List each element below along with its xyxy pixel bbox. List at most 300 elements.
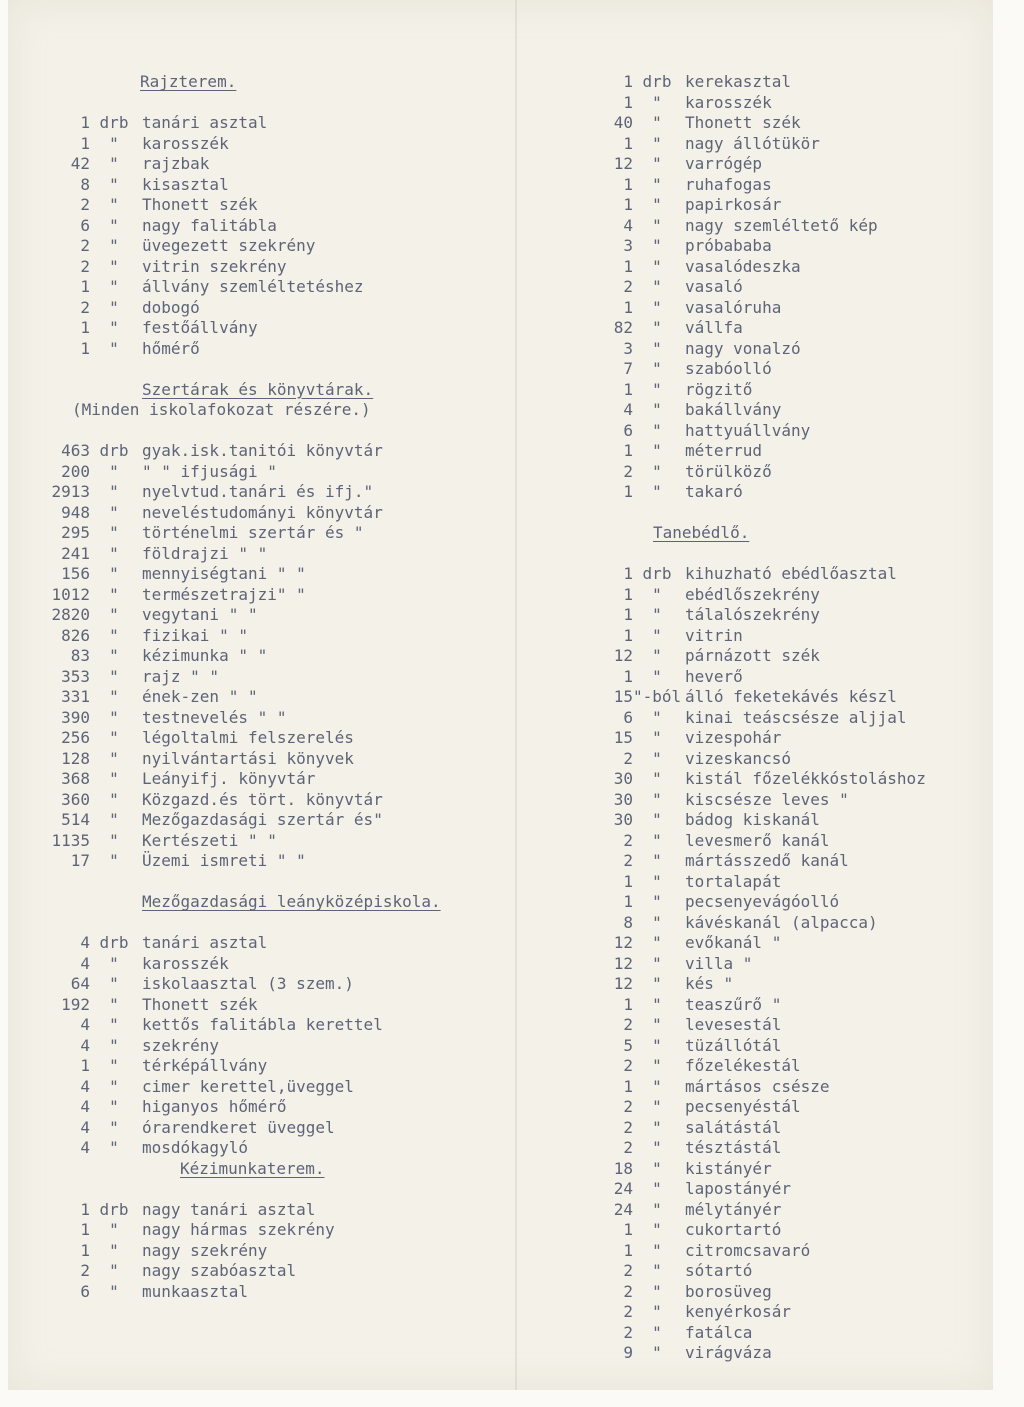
item-name: munkaasztal	[142, 1281, 248, 1301]
item-name: vitrin szekrény	[142, 256, 287, 276]
list-item	[583, 831, 1023, 852]
list-item	[583, 1159, 1023, 1180]
item-unit: "	[652, 953, 662, 973]
item-unit: "	[109, 1056, 119, 1075]
item-unit: "	[109, 277, 119, 296]
item-unit: "	[652, 1302, 662, 1321]
list-item	[42, 236, 512, 257]
list-item	[42, 441, 512, 462]
item-quantity: 1	[623, 871, 633, 891]
spacer	[42, 872, 512, 893]
list-item	[583, 1015, 1023, 1036]
item-quantity: 4	[80, 1097, 90, 1116]
item-unit: "	[652, 789, 662, 809]
item-name: tálalószekrény	[685, 605, 820, 624]
item-quantity: 12	[613, 154, 633, 173]
list-item	[583, 400, 1023, 421]
item-name: heverő	[685, 666, 743, 686]
item-quantity: 2	[623, 1261, 633, 1280]
item-quantity: 6	[80, 215, 90, 235]
item-name: kenyérkosár	[685, 1302, 791, 1321]
list-item	[583, 236, 1023, 257]
list-item	[583, 175, 1023, 196]
item-name: kiscsésze leves "	[685, 789, 849, 809]
item-unit: "	[652, 584, 662, 604]
item-quantity: 826	[61, 625, 90, 645]
section-title-tanebedlo: Tanebédlő.	[653, 523, 750, 542]
item-unit: "	[109, 338, 119, 358]
item-unit: "	[652, 154, 662, 173]
item-quantity: 1	[623, 441, 633, 460]
list-item	[583, 687, 1023, 708]
item-unit: "	[652, 625, 662, 645]
list-item	[583, 298, 1023, 319]
item-name: bádog kiskanál	[685, 810, 820, 829]
item-quantity: 12	[613, 933, 633, 952]
item-name: cukortartó	[685, 1220, 782, 1239]
item-quantity: 4	[80, 1015, 90, 1034]
item-name: kistányér	[685, 1158, 772, 1178]
item-name: órarendkeret üveggel	[142, 1117, 335, 1137]
item-quantity: 12	[613, 646, 633, 665]
list-item	[583, 421, 1023, 442]
item-unit: "	[652, 1015, 662, 1034]
item-name: ének-zen " "	[142, 687, 258, 706]
item-quantity: 948	[61, 502, 90, 522]
item-quantity: 1	[623, 1076, 633, 1096]
item-unit: "	[652, 871, 662, 891]
item-unit: "	[652, 420, 662, 440]
item-name: vizespohár	[685, 728, 782, 747]
item-name: virágváza	[685, 1343, 772, 1362]
item-name: papirkosár	[685, 195, 782, 214]
item-unit: drb	[99, 1199, 129, 1219]
item-unit: "	[652, 113, 662, 132]
list-item	[583, 93, 1023, 114]
list-item	[42, 1036, 512, 1057]
list-item	[583, 482, 1023, 503]
item-quantity: 4	[80, 1138, 90, 1157]
item-unit: "	[652, 1199, 662, 1219]
item-unit: "	[652, 379, 662, 399]
item-unit: "	[109, 707, 119, 727]
item-unit: "	[652, 1158, 662, 1178]
item-unit: "	[652, 830, 662, 850]
item-name: nagy tanári asztal	[142, 1199, 316, 1219]
item-unit: "-ból	[633, 687, 682, 706]
item-unit: "	[652, 482, 662, 501]
item-name: takaró	[685, 482, 743, 501]
list-item	[42, 154, 512, 175]
item-quantity: 1	[623, 133, 633, 153]
page-fold	[515, 0, 517, 1390]
item-quantity: 514	[61, 810, 90, 829]
item-name: Kertészeti " "	[142, 830, 277, 850]
list-item	[42, 1138, 512, 1159]
item-quantity: 192	[61, 994, 90, 1014]
item-name: kávéskanál (alpacca)	[685, 912, 878, 932]
list-item	[583, 195, 1023, 216]
item-name: teaszűrő "	[685, 994, 782, 1014]
item-name: természetrajzi" "	[142, 584, 306, 604]
section-title-mezogazdasagi: Mezőgazdasági leányközépiskola.	[142, 892, 441, 911]
item-name: Közgazd.és tört. könyvtár	[142, 789, 383, 809]
list-item	[42, 974, 512, 995]
kezimunkaterem-list	[42, 1200, 512, 1303]
spacer	[42, 421, 512, 442]
item-quantity: 1	[623, 256, 633, 276]
list-item	[583, 769, 1023, 790]
item-quantity: 200	[61, 461, 90, 481]
item-name: sótartó	[685, 1261, 753, 1280]
item-quantity: 1	[80, 338, 90, 358]
item-name: földrajzi " "	[142, 543, 268, 563]
item-quantity: 353	[61, 666, 90, 686]
item-unit: "	[109, 543, 119, 563]
list-item	[42, 1241, 512, 1262]
item-quantity: 1	[623, 584, 633, 604]
list-item	[583, 1323, 1023, 1344]
list-item	[42, 298, 512, 319]
item-name: Üzemi ismreti " "	[142, 851, 306, 870]
item-name: Mezőgazdasági szertár és"	[142, 810, 383, 829]
item-name: pecsenyéstál	[685, 1097, 801, 1116]
spacer	[42, 359, 512, 380]
szertarak-list	[42, 441, 512, 872]
item-name: fizikai " "	[142, 625, 248, 645]
item-unit: "	[652, 1035, 662, 1055]
item-name: nagy szekrény	[142, 1240, 268, 1260]
item-quantity: 1	[80, 113, 90, 132]
list-item	[583, 626, 1023, 647]
item-name: térképállvány	[142, 1056, 268, 1075]
item-unit: drb	[99, 441, 129, 460]
list-item	[583, 216, 1023, 237]
list-item	[42, 1282, 512, 1303]
item-quantity: 2	[623, 1097, 633, 1116]
item-name: tanári asztal	[142, 113, 268, 132]
list-item	[42, 462, 512, 483]
item-quantity: 83	[70, 646, 90, 665]
item-name: mártásos csésze	[685, 1076, 830, 1096]
item-quantity: 1	[80, 1056, 90, 1075]
left-column	[42, 72, 512, 1302]
item-quantity: 3	[623, 338, 633, 358]
list-item	[42, 933, 512, 954]
spacer	[42, 93, 512, 114]
tanebedlo-list	[583, 564, 1023, 1364]
item-name: vasaló	[685, 277, 743, 296]
item-name: hattyuállvány	[685, 420, 811, 440]
item-unit: "	[652, 1322, 662, 1342]
item-unit: "	[109, 728, 119, 747]
list-item	[42, 585, 512, 606]
section-title-rajzterem: Rajzterem.	[140, 72, 237, 91]
item-quantity: 4	[80, 1117, 90, 1137]
item-unit: "	[652, 1117, 662, 1137]
item-quantity: 4	[623, 215, 633, 235]
item-quantity: 295	[61, 523, 90, 542]
item-name: karosszék	[685, 92, 772, 112]
list-item	[42, 544, 512, 565]
spacer	[583, 503, 1023, 524]
item-quantity: 4	[80, 1035, 90, 1055]
item-quantity: 1	[623, 1220, 633, 1239]
item-unit: "	[652, 1220, 662, 1239]
item-quantity: 17	[70, 851, 90, 870]
list-item	[42, 134, 512, 155]
item-unit: "	[652, 892, 662, 911]
item-unit: "	[652, 1281, 662, 1301]
item-quantity: 2	[623, 830, 633, 850]
item-name: karosszék	[142, 133, 229, 153]
item-unit: "	[652, 1343, 662, 1362]
item-name: " " ifjusági "	[142, 461, 277, 481]
item-quantity: 2	[623, 1322, 633, 1342]
item-quantity: 2	[623, 1302, 633, 1321]
item-unit: "	[109, 584, 119, 604]
list-item	[42, 175, 512, 196]
item-quantity: 368	[61, 769, 90, 788]
list-item	[42, 810, 512, 831]
item-name: vizeskancsó	[685, 748, 791, 768]
section-subtitle-szertarak: (Minden iskolafokozat részére.)	[72, 400, 371, 419]
list-item	[42, 277, 512, 298]
item-quantity: 4	[623, 400, 633, 419]
list-item	[42, 790, 512, 811]
item-quantity: 1	[623, 379, 633, 399]
item-name: levesestál	[685, 1015, 782, 1034]
item-name: lapostányér	[685, 1179, 791, 1198]
list-item	[42, 1097, 512, 1118]
item-unit: "	[652, 133, 662, 153]
list-item	[583, 1077, 1023, 1098]
item-unit: "	[109, 1138, 119, 1157]
item-quantity: 1	[623, 994, 633, 1014]
item-unit: "	[109, 789, 119, 809]
section-title-kezimunkaterem: Kézimunkaterem.	[180, 1158, 325, 1178]
item-quantity: 1	[80, 133, 90, 153]
list-item	[42, 1056, 512, 1077]
item-name: Thonett szék	[142, 994, 258, 1014]
item-quantity: 7	[623, 359, 633, 378]
item-unit: drb	[99, 933, 129, 952]
item-quantity: 4	[80, 1076, 90, 1096]
item-unit: "	[109, 1281, 119, 1301]
item-quantity: 1	[623, 174, 633, 194]
item-quantity: 1	[623, 1240, 633, 1260]
item-unit: "	[109, 830, 119, 850]
list-item	[42, 749, 512, 770]
item-name: nyelvtud.tanári és ifj."	[142, 482, 374, 501]
item-unit: "	[109, 605, 119, 624]
item-name: Leányifj. könyvtár	[142, 769, 316, 788]
item-unit: "	[652, 994, 662, 1014]
list-item	[42, 851, 512, 872]
list-item	[583, 1138, 1023, 1159]
list-item	[583, 1056, 1023, 1077]
item-name: testnevelés " "	[142, 707, 287, 727]
item-name: párnázott szék	[685, 646, 820, 665]
item-name: mélytányér	[685, 1199, 782, 1219]
item-unit: "	[652, 92, 662, 112]
list-item	[583, 564, 1023, 585]
item-unit: drb	[99, 113, 129, 132]
item-unit: "	[109, 748, 119, 768]
spacer	[42, 1179, 512, 1200]
item-name: villa "	[685, 953, 753, 973]
item-unit: "	[652, 748, 662, 768]
item-unit: "	[109, 1261, 119, 1280]
item-quantity: 1012	[51, 584, 90, 604]
item-name: tésztástál	[685, 1138, 782, 1157]
item-unit: "	[652, 707, 662, 727]
item-unit: "	[109, 256, 119, 276]
right-column	[583, 72, 1023, 1364]
item-quantity: 2	[80, 297, 90, 317]
list-item	[583, 646, 1023, 667]
item-quantity: 1	[623, 297, 633, 317]
item-unit: "	[652, 1261, 662, 1280]
list-item	[583, 995, 1023, 1016]
item-name: nagy állótükör	[685, 133, 820, 153]
item-unit: "	[109, 482, 119, 501]
list-item	[42, 339, 512, 360]
item-quantity: 2	[623, 1281, 633, 1301]
list-item	[583, 1261, 1023, 1282]
item-quantity: 30	[613, 810, 633, 829]
item-quantity: 18	[613, 1158, 633, 1178]
list-item	[42, 523, 512, 544]
item-quantity: 12	[613, 953, 633, 973]
item-quantity: 6	[80, 1281, 90, 1301]
continued-list	[583, 72, 1023, 503]
list-item	[583, 667, 1023, 688]
item-quantity: 1	[80, 318, 90, 337]
list-item	[583, 708, 1023, 729]
list-item	[583, 277, 1023, 298]
list-item	[583, 72, 1023, 93]
item-unit: "	[652, 277, 662, 296]
item-name: szabóolló	[685, 359, 772, 378]
item-unit: "	[652, 1179, 662, 1198]
item-quantity: 15	[613, 687, 633, 706]
list-item	[42, 769, 512, 790]
item-unit: "	[109, 810, 119, 829]
item-name: kisasztal	[142, 174, 229, 194]
item-name: citromcsavaró	[685, 1240, 811, 1260]
list-item	[42, 1220, 512, 1241]
item-unit: "	[652, 338, 662, 358]
item-unit: "	[652, 1240, 662, 1260]
item-quantity: 6	[623, 707, 633, 727]
list-item	[42, 1077, 512, 1098]
list-item	[583, 1241, 1023, 1262]
list-item	[583, 728, 1023, 749]
item-name: iskolaasztal (3 szem.)	[142, 974, 354, 993]
item-quantity: 24	[613, 1199, 633, 1219]
item-name: történelmi szertár és "	[142, 523, 364, 542]
item-quantity: 1	[623, 892, 633, 911]
item-quantity: 4	[80, 953, 90, 973]
item-unit: "	[652, 256, 662, 276]
item-quantity: 2	[623, 461, 633, 481]
item-name: rajzbak	[142, 154, 210, 173]
item-name: mosdókagyló	[142, 1138, 248, 1157]
item-unit: "	[109, 236, 119, 255]
item-quantity: 1	[623, 72, 633, 91]
item-name: fatálca	[685, 1322, 753, 1342]
item-unit: "	[109, 953, 119, 973]
item-unit: "	[652, 215, 662, 235]
item-quantity: 1	[623, 195, 633, 214]
item-quantity: 2	[623, 1117, 633, 1137]
item-quantity: 2913	[51, 482, 90, 501]
item-unit: "	[652, 1097, 662, 1116]
item-quantity: 1	[80, 277, 90, 296]
item-unit: "	[652, 912, 662, 932]
list-item	[42, 216, 512, 237]
item-quantity: 40	[613, 113, 633, 132]
list-item	[583, 339, 1023, 360]
item-unit: "	[652, 400, 662, 419]
list-item	[583, 892, 1023, 913]
item-quantity: 4	[80, 933, 90, 952]
list-item	[42, 667, 512, 688]
item-name: nagy hármas szekrény	[142, 1220, 335, 1239]
item-name: kézimunka " "	[142, 646, 268, 665]
item-name: vasalódeszka	[685, 256, 801, 276]
item-quantity: 1	[623, 482, 633, 501]
item-name: bakállvány	[685, 400, 782, 419]
item-quantity: 2	[80, 1261, 90, 1280]
item-quantity: 2	[623, 1056, 633, 1075]
item-name: rajz " "	[142, 666, 220, 686]
item-name: salátástál	[685, 1117, 782, 1137]
item-name: tanári asztal	[142, 933, 268, 952]
item-name: mártásszedő kanál	[685, 851, 849, 870]
item-unit: "	[652, 441, 662, 460]
item-name: üvegezett szekrény	[142, 236, 316, 255]
item-quantity: 30	[613, 769, 633, 788]
item-unit: "	[652, 666, 662, 686]
item-quantity: 1135	[51, 830, 90, 850]
item-quantity: 8	[623, 912, 633, 932]
item-quantity: 82	[613, 318, 633, 337]
item-unit: "	[109, 1076, 119, 1096]
item-name: nagy szabóasztal	[142, 1261, 297, 1280]
item-unit: "	[109, 851, 119, 870]
list-item	[583, 851, 1023, 872]
list-item	[42, 995, 512, 1016]
list-item	[42, 646, 512, 667]
item-name: nyilvántartási könyvek	[142, 748, 354, 768]
item-quantity: 15	[613, 728, 633, 747]
list-item	[583, 933, 1023, 954]
item-unit: "	[652, 297, 662, 317]
item-name: levesmerő kanál	[685, 830, 830, 850]
item-name: varrógép	[685, 154, 763, 173]
item-name: pecsenyevágóolló	[685, 892, 840, 911]
item-unit: "	[109, 1097, 119, 1116]
item-unit: "	[652, 605, 662, 624]
item-name: Thonett szék	[685, 113, 801, 132]
item-unit: "	[109, 1035, 119, 1055]
list-item	[583, 441, 1023, 462]
item-unit: "	[109, 174, 119, 194]
list-item	[42, 195, 512, 216]
item-unit: drb	[642, 72, 672, 91]
